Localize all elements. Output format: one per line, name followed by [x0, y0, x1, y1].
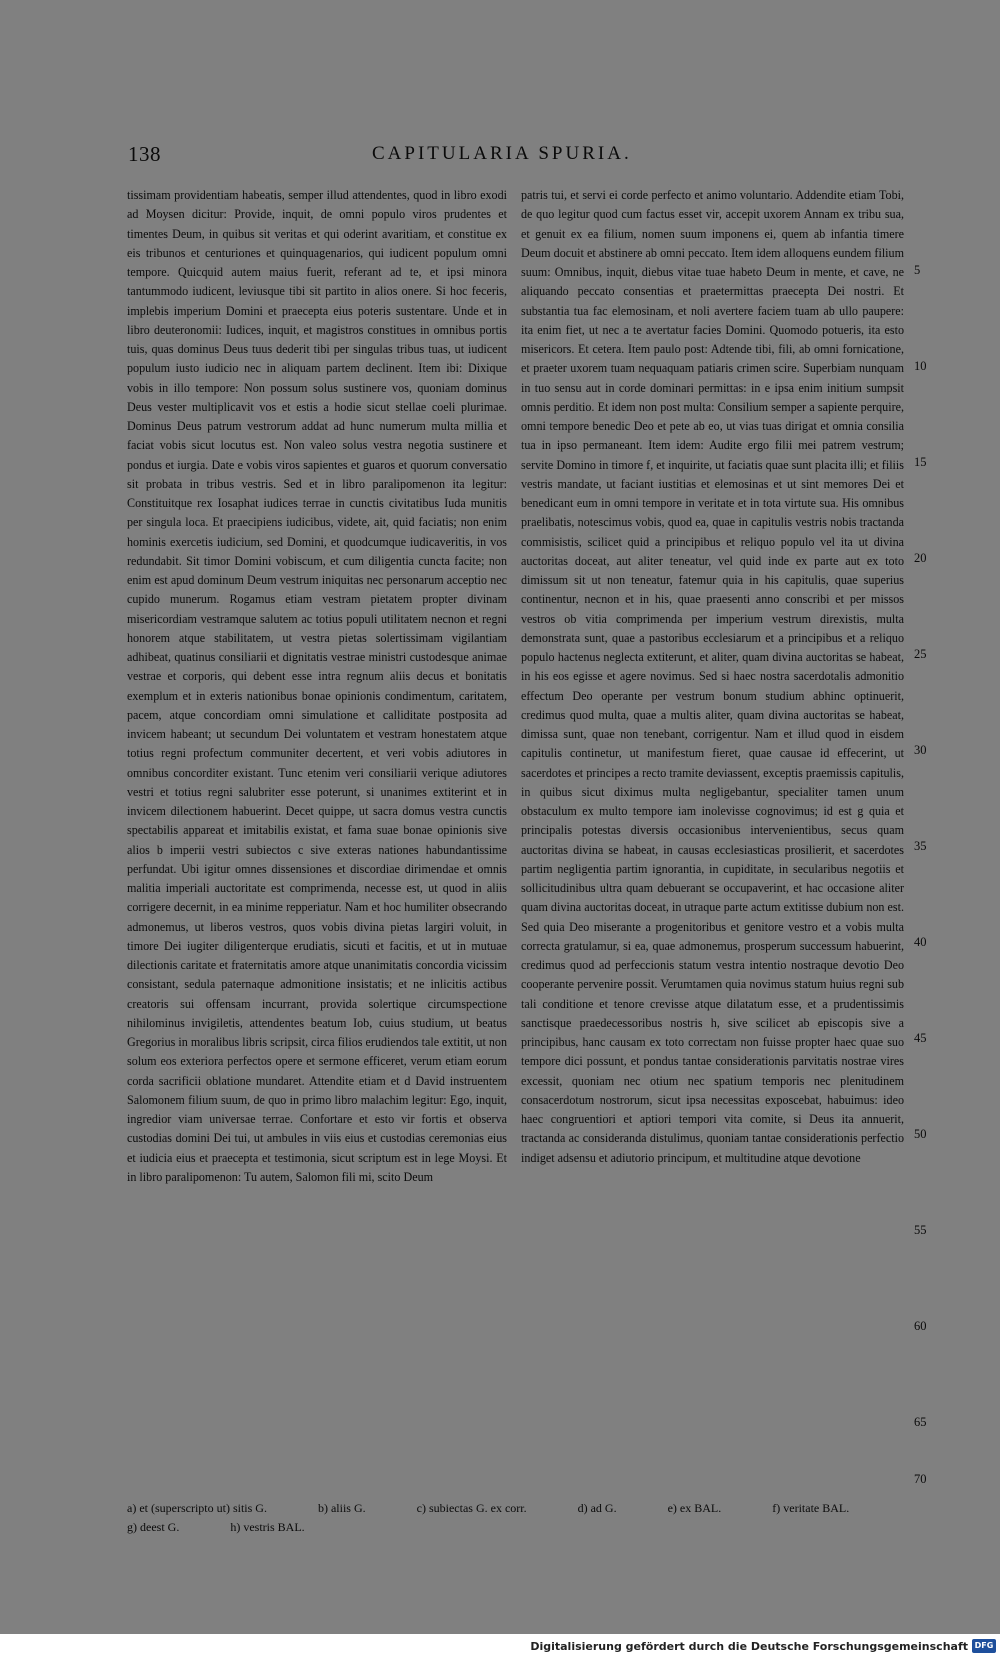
text-column-right: patris tui, et servi ei corde perfecto et animo voluntario. Addendite etiam Tobi, de quo legitur quod cum factus esset vir, accepit uxorem Annam ex tribu sua, et genuit ex ea filium, nomen suum imponens ei, quem ab infantia timere Deum docuit et abstinere ab omni peccato. Item idem alloquens eundem filium suum: Omnibus, inquit, diebus vitae tuae habeto Deum in mente, et cave, ne aliquando peccato consentias et praetermittas praecepta Dei nostri. Et substantia tua fac elemosinam, et noli avertere faciem tuam ab ullo paupere: ita enim fiet, ut nec a te avertatur facies Domini. Quomodo potueris, ita esto misericors. Et cetera. Item paulo post: Adtende tibi, fili, ab omni fornicatione, et praeter uxorem tuam nequaquam patiaris crimen scire. Superbiam nunquam in tuo sensu aut in corde dominari permittas: in e ipsa enim initium sumpsit omnis perditio. Et idem non post multa: Consilium semper a sapiente perquire, omni tempore benedic Deo et pete ab eo, ut vias tuas dirigat et omnia consilia tua in ipso permaneant. Item idem: Audite ergo filii mei patrem vestrum; servite Domino in timore f, et inquirite, ut faciatis quae sunt placita illi; et filiis vestris mandate, ut faciant iustitias et elemosinas et ut sint memores Dei et benedicant eum in omni tempore in veritate et in tota virtute sua. His omnibus praelibatis, notescimus vobis, quod ea, quae in capitulis vestris nobis tractanda commisistis, scilicet quid a principibus et reliquo populo vel ita ut divina auctoritas doceat, aut aliter teneatur, vel quid inde ex parte aut ex toto dimissum sit ut non teneatur, fatemur quia in his capitulis, quae superius continentur, necnon et in his, quae praesenti anno conscribi et per missos vestros ob vitia comprimenda per imperium vestrum direxistis, multa demonstrata sunt, quae a pastoribus ecclesiarum et a principibus et a reliquo populo hactenus neglecta extiterunt, et aliter, quam divina auctoritas se habeat, in his eos egisse et agere novimus. Sed si haec nostra sacerdotalis admonitio effectum Deo operante per vestrum bonum studium abhinc optinuerit, credimus quod multa, quae a multis aliter, quam divina auctoritas se habeat, dimissa sunt, quae non tenebant, corrigentur. Nam et illud quod in eisdem capitulis continetur, ut manifestum fieret, quae causae id effecerint, ut sacerdotes et principes a recto tramite deviassent, exceptis praemissis capitulis, in quibus sicut diximus multa negligebantur, specialiter tamen unum obstaculum ex multo tempore iam inolevisse cognovimus; id est g quia et principalis potestas diversis occasionibus intervenientibus, secus quam auctoritas divina se habeat, in causas ecclesiasticas prosilierit, et sacerdotes partim negligentia partim ignorantia, in cupiditate, in secularibus negotiis et sollicitudinibus ultra quam debuerant se occupaverint, et hac occasione aliter quam divina auctoritas doceat, in utraque parte actum extitisse dubium non est. Sed quia Deo miserante a progenitoribus et genitore vestro et a vobis multa correcta gratulamur, si ea, quae admonemus, prosperum successum habuerint, credimus quod ad perfeccionis statum vestra intentio nostraque devotio Deo cooperante pervenire possit. Verumtamen quia novimus statum huius regni sub tali conditione et tenore crevisse atque dilatatum esse, et a prudentissimis sanctisque praedecessoribus nostris h, sive scilicet ab episcopis sive a principibus, hanc causam ex toto correctam non fuisse propter haec quae suo tempore dici possunt, et pondus tantae considerationis parvitatis nostrae vires excessit, quoniam nec otium nec spatium temporis nec plenitudinem consacerdotum nostrorum, sicut ipsa necessitas exposcebat, habuimus: ideo haec congruentiori et aptiori tempori vita comite, si Deus ita annuerit, tractanda ac consideranda distulimus, quoniam tantae considerationis perfectio indiget adsensu et adiutorio principum, et multitudine atque devotione	[521, 188, 904, 1165]
line-number: 65	[914, 1415, 927, 1429]
line-number: 60	[914, 1319, 927, 1333]
footnotes	[127, 1499, 905, 1537]
footnote: a) et (superscripto ut) sitis G.	[127, 1501, 267, 1515]
line-number: 45	[914, 1031, 927, 1045]
line-number: 40	[914, 935, 927, 949]
footnote: d) ad G.	[577, 1501, 617, 1515]
running-head: CAPITULARIA SPURIA.	[372, 143, 632, 164]
line-number: 5	[914, 263, 921, 277]
footnote: f) veritate BAL.	[772, 1501, 850, 1515]
line-number: 15	[914, 455, 927, 469]
footnote: e) ex BAL.	[667, 1501, 722, 1515]
line-number: 50	[914, 1127, 927, 1141]
line-number: 35	[914, 839, 927, 853]
footer-bar	[0, 1634, 1000, 1656]
footnote: c) subiectas G. ex corr.	[416, 1501, 527, 1515]
line-number: 10	[914, 359, 927, 373]
line-number: 20	[914, 551, 927, 565]
line-number: 55	[914, 1223, 927, 1237]
footnote: h) vestris BAL.	[230, 1520, 305, 1534]
footer-credit: Digitalisierung gefördert durch die Deutsche Forschungsgemeinschaft	[530, 1640, 968, 1653]
footnote: b) aliis G.	[317, 1501, 366, 1515]
dfg-logo-icon: DFG	[972, 1639, 996, 1653]
footnote: g) deest G.	[127, 1520, 180, 1534]
page-number: 138	[128, 142, 161, 166]
line-number: 30	[914, 743, 927, 757]
line-number: 70	[914, 1472, 927, 1486]
line-number: 25	[914, 647, 927, 661]
text-column-left: tissimam providentiam habeatis, semper illud attendentes, quod in libro exodi ad Moysen dicitur: Provide, inquit, de omni populo viros prudentes et timentes Deum, in quibus sit veritas et qui oderint avaritiam, et constitue ex eis tribunos et centuriones et quinquagenarios, qui iudicent populum omni tempore. Quicquid autem maius fuerit, referant ad te, et ipsi minora tantummodo iudicent, leviusque tibi sit partito in alios onere. Si hoc feceris, implebis imperium Domini et praecepta eius poteris sustentare. Unde et in libro deuteronomii: Iudices, inquit, et magistros constitues in omnibus portis tuis, quas dominus Deus tuus dederit tibi per singulas tribus tuas, ut iudicent populum iusto iudicio nec in aliquam partem declinent. Item ibi: Dixique vobis in illo tempore: Non possum solus sustinere vos, quoniam dominus Deus vester multiplicavit vos et estis a hodie sicut stellae coeli plurimae. Dominus Deus patrum vestrorum addat ad hunc numerum multa millia et faciat vobis sicut locutus est. Non valeo solus vestra negotia sustinere et pondus et iurgia. Date e vobis viros sapientes et guaros et quorum conversatio sit probata in tribus vestris. Sed et in libro paralipomenon ita legitur: Constituitque rex Iosaphat iudices terrae in cunctis civitatibus Iuda munitis per singula loca. Et praecipiens iudicibus, videte, ait, quid faciatis; non enim hominis exercetis iudicium, sed Domini, et quodcumque iudicaveritis, in vos redundabit. Sit timor Domini vobiscum, et cum diligentia cuncta facite; non enim est apud dominum Deum vestrum iniquitas nec personarum acceptio nec cupido munerum. Rogamus etiam vestram pietatem propter divinam misericordiam vestramque salutem ac totius populi utilitatem necnon et regni honorem atque stabilitatem, ut vestra pietas solertissimam vigilantiam adhibeat, quatinus consiliarii et dignitatis vestrae ministri custodesque animae vestrae et corporis, qui debent esse intra regnum aliis decus et bonitatis exemplum et in exteris nationibus bonae opinionis condimentum, caritatem, pacem, atque concordiam omni simulatione et calliditate postposita ad invicem habeant; ut secundum Dei voluntatem et vestram honestatem atque totius regni profectum communiter decertent, et veri vobis adiutores in omnibus concorditer existant. Tunc etenim veri consiliarii verique adiutores vestri et totius regni salubriter esse poterunt, si unanimes extiterint et in invicem dilectionem habuerint. Decet quippe, ut sacra domus vestra cunctis spectabilis appareat et imitabilis existat, et fama suae bonae opinionis sive alios b imperii vestri subiectos c sive exteras nationes habundantissime perfundat. Ubi igitur omnes dissensiones et discordiae dirimendae et omnis malitia imperiali auctoritate est comprimenda, necesse est, ut quod in aliis corrigere decernit, in ea minime repperiatur. Nam et hoc humiliter obsecrando admonemus, ut liberos vestros, quos vobis divina pietas largiri voluit, in timore Dei iugiter diligenterque erudiatis, sicuti et facitis, et ut in mutuae dilectionis caritate et fraternitatis amore atque unanimitatis concordia vicissim consistant, sedula paternaque admonitione insistatis; et ne inlicitis actibus creatoris sui offensam incurrant, provida solertique circumspectione nihilominus invigiletis, attendentes beatum Iob, cuius studium, ut beatus Gregorius in moralibus libris scripsit, circa filios erudiendos tale extitit, ut non solum eos exteriora perfectos opere et sermone efficeret, verum etiam eorum corda sacrificii oblatione mundaret. Attendite etiam et d David instruentem Salomonem filium suum, de quo in primo libro malachim legitur: Ego, inquit, ingredior viam universae terrae. Confortare et esto vir fortis et observa custodias domini Dei tui, ut ambules in viis eius et custodias ceremonias eius et iudicia eius et praecepta et testimonia, sicut scriptum est in lege Moysi. Et in libro paralipomenon: Tu autem, Salomon fili mi, scito Deum	[127, 188, 507, 1184]
